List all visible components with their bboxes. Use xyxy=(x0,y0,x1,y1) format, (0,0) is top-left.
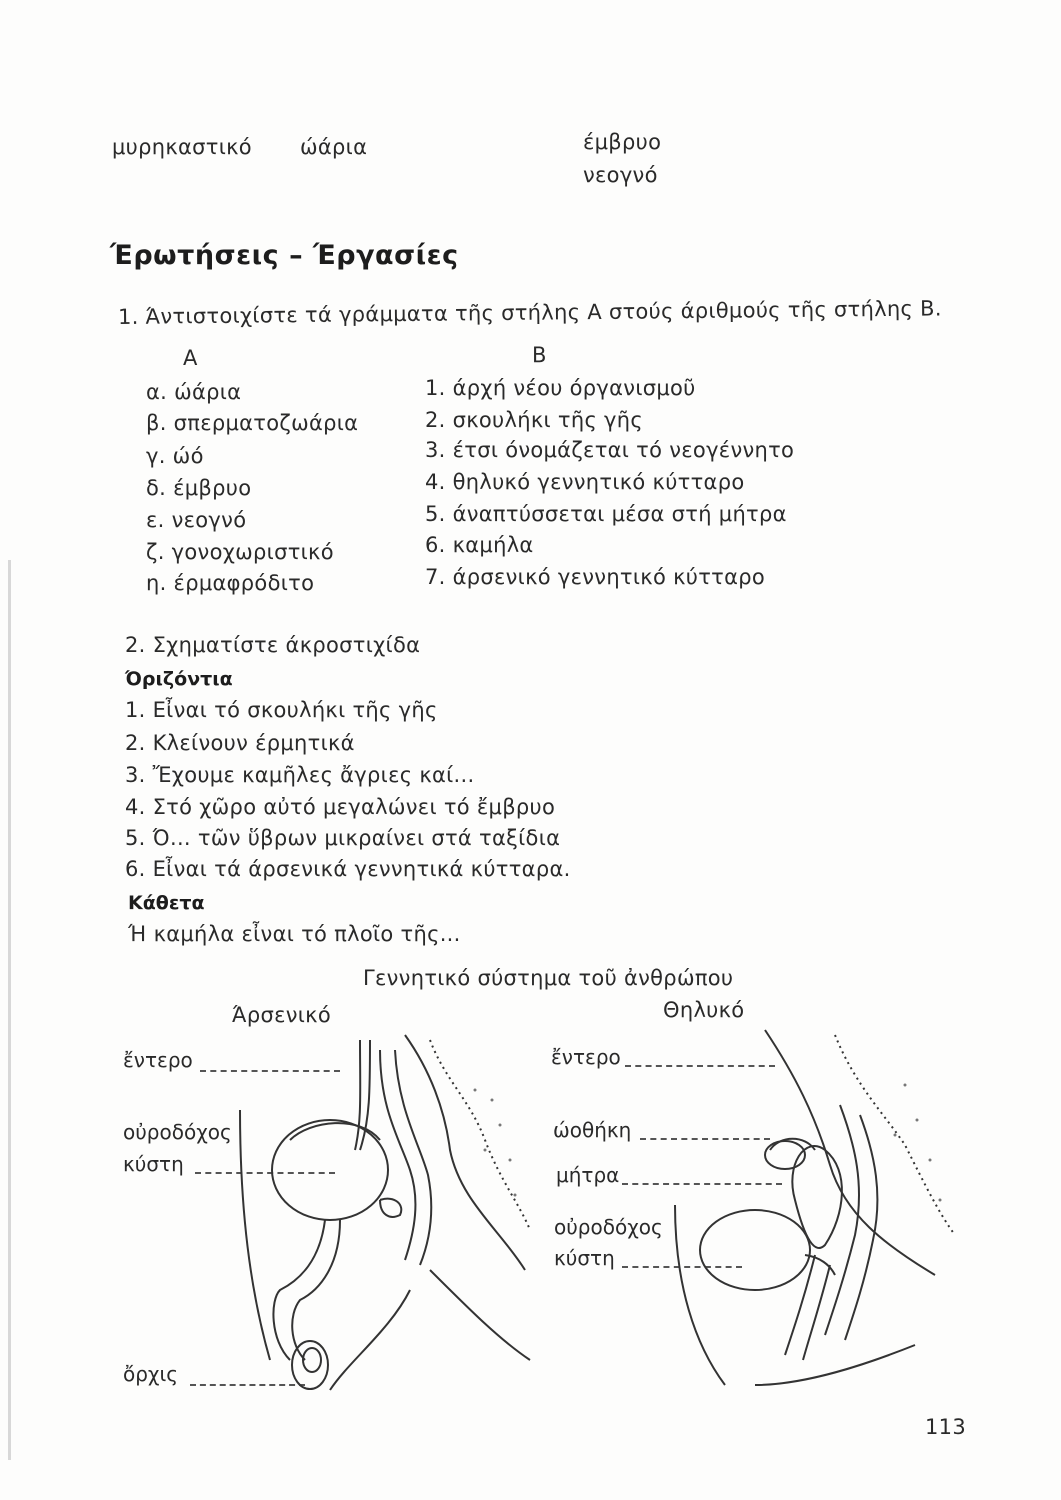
q1-col-b-item: 6. καμήλα xyxy=(425,533,534,557)
q1-col-a-item: β. σπερματοζωάρια xyxy=(146,411,359,435)
top-word-3: έμβρυο xyxy=(583,130,662,154)
q1-col-a-item: η. έρμαφρόδιτο xyxy=(146,571,315,595)
q2-horizontal-item: 3. Ἔχουμε καμῆλες ἄγριες καί... xyxy=(125,763,475,787)
page-number: 113 xyxy=(925,1415,966,1439)
female-label-ovary: ώοθήκη xyxy=(553,1118,632,1142)
top-word-2: ώάρια xyxy=(300,135,368,159)
q1-col-a-header: Α xyxy=(183,346,198,370)
female-label-intestine: ἔντερο xyxy=(551,1045,621,1069)
q2-horizontal-item: 5. Ό... τῶν ὕβρων μικραίνει στά ταξίδια xyxy=(125,826,561,850)
q1-col-a-item: α. ώάρια xyxy=(146,380,242,404)
q1-col-b-item: 3. έτσι όνομάζεται τό νεογέννητο xyxy=(425,438,795,462)
q1-col-a-item: ε. νεογνό xyxy=(146,508,247,532)
q1-col-a-item: γ. ώό xyxy=(146,444,204,468)
section-title: Έρωτήσεις – Έργασίες xyxy=(110,240,459,271)
female-label-bladder-2: κύστη xyxy=(554,1246,615,1270)
q1-col-a-item: ζ. γονοχωριστικό xyxy=(146,540,334,564)
q2-horizontal-item: 1. Εἶναι τό σκουλήκι τῆς γῆς xyxy=(125,698,438,722)
top-word-1: μυρηκαστικό xyxy=(112,135,252,159)
q1-prompt: 1. Άντιστοιχίστε τά γράμματα τῆς στήλης Α στούς άριθμούς τῆς στήλης Β. xyxy=(117,296,942,329)
q2-vertical-item: Ή καμήλα εἶναι τό πλοῖο τῆς... xyxy=(128,922,461,946)
top-word-4: νεογνό xyxy=(583,163,658,187)
female-label-uterus: μήτρα xyxy=(556,1163,620,1187)
male-label-bladder-2: κύστη xyxy=(123,1152,184,1176)
q2-horizontal-title: Όριζόντια xyxy=(125,668,233,690)
male-label-bladder-1: οὐροδόχος xyxy=(123,1120,232,1144)
female-label-bladder-1: οὐροδόχος xyxy=(554,1215,663,1239)
female-anatomy-drawing xyxy=(655,1025,965,1400)
q1-col-b-item: 7. άρσενικό γεννητικό κύτταρο xyxy=(425,565,766,589)
q2-prompt: 2. Σχηματίστε άκροστιχίδα xyxy=(125,633,421,657)
q1-col-b-item: 5. άναπτύσσεται μέσα στή μήτρα xyxy=(425,502,787,526)
q2-horizontal-item: 4. Στό χῶρο αὐτό μεγαλώνει τό ἔμβρυο xyxy=(125,795,556,819)
q1-col-b-header: Β xyxy=(532,343,547,367)
q2-horizontal-item: 6. Εἶναι τά άρσενικά γεννητικά κύτταρα. xyxy=(125,857,571,881)
q2-vertical-title: Κάθετα xyxy=(128,892,205,914)
male-anatomy-drawing xyxy=(230,1030,540,1400)
male-label-intestine: ἔντερο xyxy=(123,1048,193,1072)
q2-horizontal-item: 2. Κλείνουν έρμητικά xyxy=(125,731,355,755)
diagram-title: Γεννητικό σύστημα τοῦ ἀνθρώπου xyxy=(363,966,734,990)
male-label-testis: ὄρχις xyxy=(123,1362,178,1386)
male-diagram-title: Άρσενικό xyxy=(232,1003,331,1027)
q1-col-a-item: δ. έμβρυο xyxy=(146,476,252,500)
q1-col-b-item: 2. σκουλήκι τῆς γῆς xyxy=(425,408,644,432)
q1-col-b-item: 4. θηλυκό γεννητικό κύτταρο xyxy=(425,470,745,494)
q1-col-b-item: 1. άρχή νέου όργανισμοῦ xyxy=(425,376,696,400)
page-edge-shadow xyxy=(8,560,11,1460)
female-diagram-title: Θηλυκό xyxy=(663,998,745,1022)
